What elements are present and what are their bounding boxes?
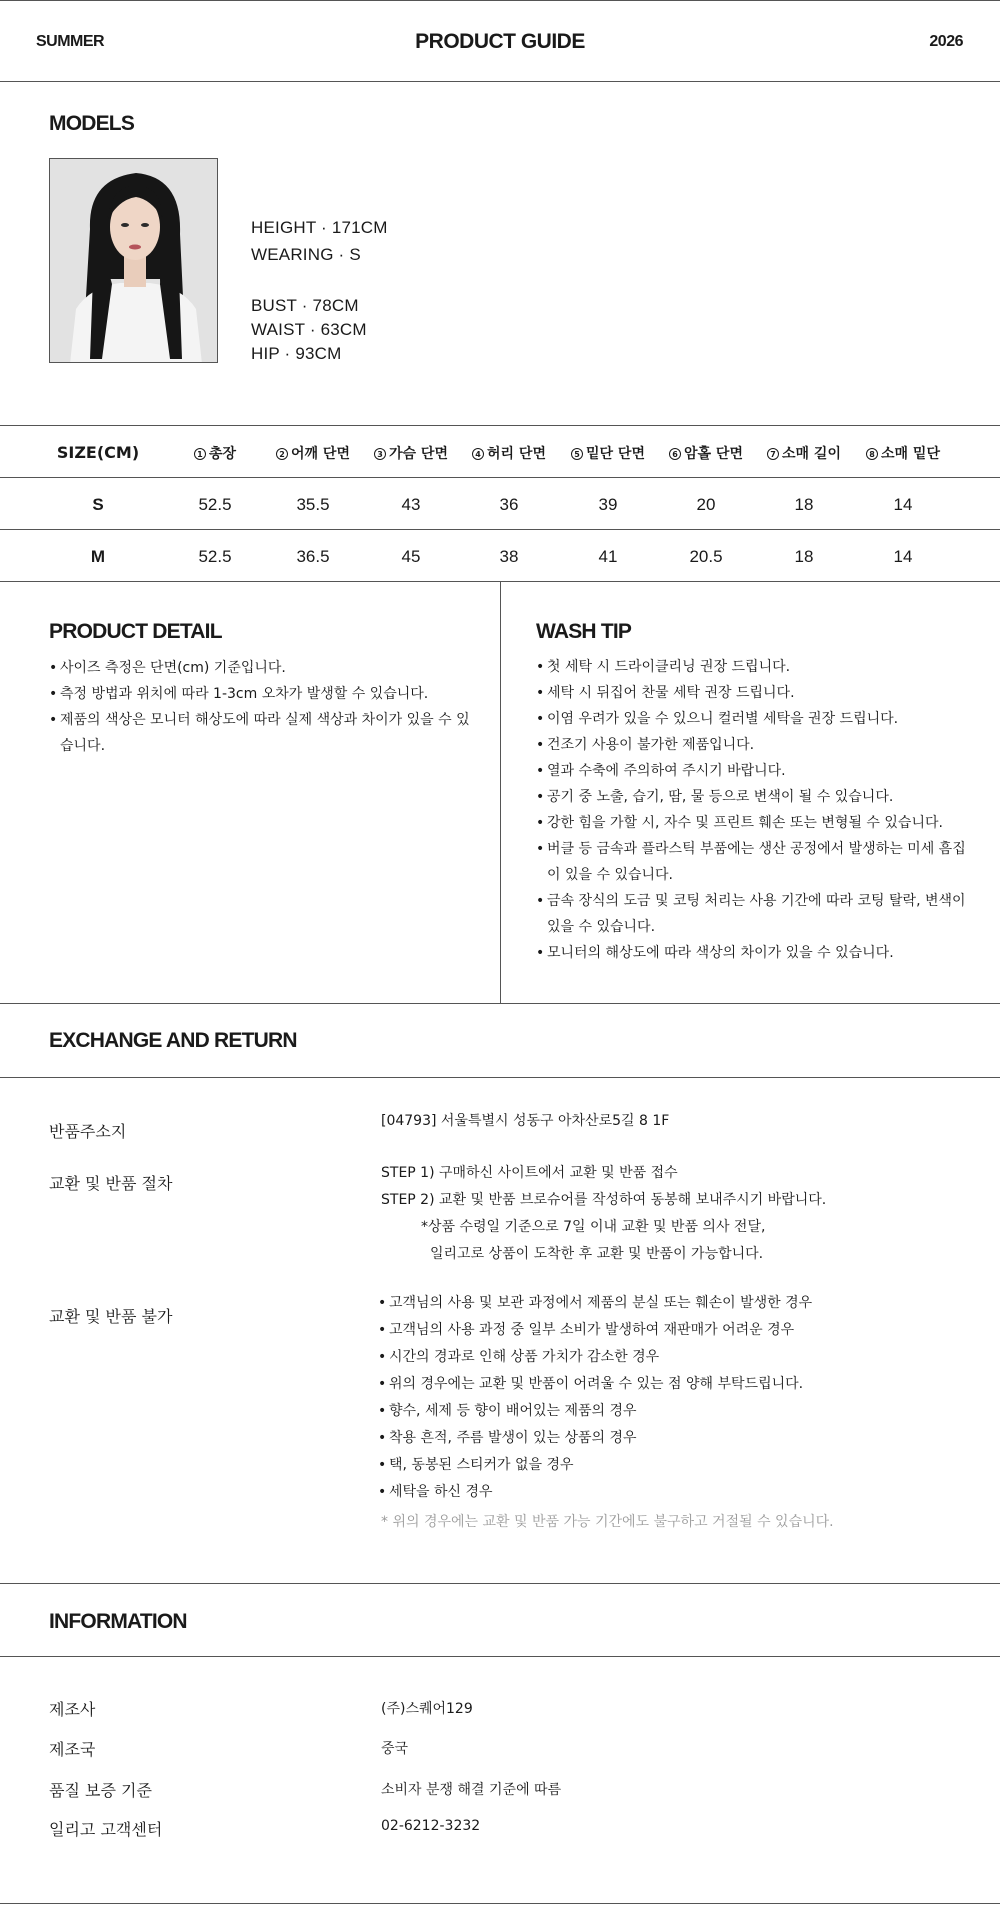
size-row-label: S: [92, 495, 104, 514]
wash-tip-item: • 버클 등 금속과 플라스틱 부품에는 생산 공정에서 발생하는 미세 흠집이 있을 수 있습니다.: [536, 836, 976, 888]
info-label-manufacturer: 제조사: [49, 1700, 96, 1719]
page-title: PRODUCT GUIDE: [415, 30, 585, 53]
measure-number-badge: 6: [669, 448, 681, 460]
size-header-col-4: [454, 443, 564, 463]
procedure-step2: STEP 2) 교환 및 반품 브로슈어를 작성하여 동봉해 보내주시기 바랍니다.: [381, 1192, 827, 1208]
procedure-note-line2: 일리고로 상품이 도착한 후 교환 및 반품이 가능합니다.: [430, 1246, 764, 1262]
models-title: MODELS: [49, 112, 135, 135]
size-header-col-3: [356, 443, 466, 463]
procedure-label: 교환 및 반품 절차: [49, 1174, 173, 1193]
detail-wash-divider: [500, 581, 501, 1003]
size-table-header-divider: [0, 477, 1000, 478]
impossible-item: • 시간의 경과로 인해 상품 가치가 감소한 경우: [378, 1344, 978, 1371]
size-table-cell: 45: [401, 547, 421, 566]
size-table-cell: 38: [499, 547, 519, 566]
impossible-note: * 위의 경우에는 교환 및 반품 가능 기간에도 불구하고 거절될 수 있습니다.: [381, 1514, 834, 1530]
measure-number-badge: 3: [374, 448, 386, 460]
size-table-cell: 36: [499, 495, 519, 514]
size-header-col-7: [749, 443, 859, 463]
model-bust: BUST · 78CM: [251, 296, 359, 315]
information-title: INFORMATION: [49, 1610, 187, 1633]
size-table-cell: 35.5: [296, 495, 330, 514]
size-header-text: 소매 밑단: [881, 446, 940, 462]
wash-tip-item: • 모니터의 해상도에 따라 색상의 차이가 있을 수 있습니다.: [536, 940, 976, 966]
size-header-label: [43, 443, 153, 462]
size-table-row-divider: [0, 529, 1000, 530]
size-header-text: 총장: [208, 446, 237, 462]
wash-tip-item: • 첫 세탁 시 드라이클리닝 권장 드립니다.: [536, 654, 976, 680]
product-detail-item: • 사이즈 측정은 단면(cm) 기준입니다.: [49, 655, 479, 681]
impossible-item: • 택, 동봉된 스티커가 없을 경우: [378, 1452, 978, 1479]
wash-tip-item: • 세탁 시 뒤집어 찬물 세탁 권장 드립니다.: [536, 680, 976, 706]
size-table-cell: 43: [401, 495, 421, 514]
detail-section-bottom-border: [0, 1003, 1000, 1004]
header-divider: [0, 81, 1000, 82]
size-table-cell: 41: [598, 547, 618, 566]
size-header-text: SIZE(CM): [56, 443, 140, 462]
size-header-col-2: [258, 443, 368, 463]
exchange-bottom-border: [0, 1583, 1000, 1584]
wash-tip-list: [536, 654, 976, 966]
return-address-label: 반품주소지: [49, 1122, 127, 1141]
impossible-item: • 향수, 세제 등 향이 배어있는 제품의 경우: [378, 1398, 978, 1425]
size-header-text: 어깨 단면: [291, 446, 350, 462]
product-detail-item: • 측정 방법과 위치에 따라 1-3cm 오차가 발생할 수 있습니다.: [49, 681, 479, 707]
year-label: 2026: [929, 33, 963, 50]
wash-tip-item: • 공기 중 노출, 습기, 땀, 물 등으로 변색이 될 수 있습니다.: [536, 784, 976, 810]
size-header-text: 암홀 단면: [684, 446, 743, 462]
size-header-text: 소매 길이: [782, 446, 841, 462]
measure-number-badge: 8: [866, 448, 878, 460]
size-table-cell: 18: [794, 495, 814, 514]
product-detail-item: • 제품의 색상은 모니터 해상도에 따라 실제 색상과 차이가 있을 수 있습니다.: [49, 707, 479, 759]
size-table-top-border: [0, 425, 1000, 426]
model-portrait-icon: [50, 159, 218, 363]
info-value-manufacturer: (주)스퀘어129: [381, 1701, 473, 1717]
info-label-quality: 품질 보증 기준: [49, 1781, 152, 1800]
impossible-list: [378, 1290, 978, 1506]
bottom-border: [0, 1903, 1000, 1904]
model-height: HEIGHT · 171CM: [251, 218, 388, 237]
model-waist: WAIST · 63CM: [251, 320, 367, 339]
size-row-label: M: [90, 547, 106, 566]
size-table-cell: 14: [893, 547, 913, 566]
product-detail-list: [49, 655, 479, 759]
impossible-item: • 세탁을 하신 경우: [378, 1479, 978, 1506]
impossible-label: 교환 및 반품 불가: [49, 1307, 173, 1326]
size-table-cell: 20: [696, 495, 716, 514]
info-label-country: 제조국: [49, 1740, 96, 1759]
procedure-step1: STEP 1) 구매하신 사이트에서 교환 및 반품 접수: [381, 1165, 678, 1181]
exchange-title-divider: [0, 1077, 1000, 1078]
impossible-item: • 위의 경우에는 교환 및 반품이 어려울 수 있는 점 양해 부탁드립니다.: [378, 1371, 978, 1398]
wash-tip-item: • 강한 힘을 가할 시, 자수 및 프린트 훼손 또는 변형될 수 있습니다.: [536, 810, 976, 836]
measure-number-badge: 1: [194, 448, 206, 460]
size-table-cell: 14: [893, 495, 913, 514]
wash-tip-item: • 이염 우려가 있을 수 있으니 컬러별 세탁을 권장 드립니다.: [536, 706, 976, 732]
size-header-text: 밑단 단면: [586, 446, 645, 462]
size-table-cell: 52.5: [198, 547, 232, 566]
wash-tip-title: WASH TIP: [536, 620, 632, 643]
impossible-item: • 착용 흔적, 주름 발생이 있는 상품의 경우: [378, 1425, 978, 1452]
info-label-cs-center: 일리고 고객센터: [49, 1820, 163, 1839]
size-header-col-1: [160, 443, 270, 463]
measure-number-badge: 2: [276, 448, 288, 460]
model-wearing: WEARING · S: [251, 245, 361, 264]
wash-tip-item: • 열과 수축에 주의하여 주시기 바랍니다.: [536, 758, 976, 784]
information-title-divider: [0, 1656, 1000, 1657]
size-header-col-6: [651, 443, 761, 463]
size-header-text: 가슴 단면: [389, 446, 448, 462]
model-hip: HIP · 93CM: [251, 344, 342, 363]
size-table-cell: 52.5: [198, 495, 232, 514]
wash-tip-item: • 금속 장식의 도금 및 코팅 처리는 사용 기간에 따라 코팅 탈락, 변색이 있을 수 있습니다.: [536, 888, 976, 940]
impossible-item: • 고객님의 사용 및 보관 과정에서 제품의 분실 또는 훼손이 발생한 경우: [378, 1290, 978, 1317]
info-value-cs-center: 02-6212-3232: [381, 1818, 481, 1834]
size-table-cell: 36.5: [296, 547, 330, 566]
top-border: [0, 0, 1000, 1]
season-label: SUMMER: [36, 33, 105, 50]
impossible-item: • 고객님의 사용 과정 중 일부 소비가 발생하여 재판매가 어려운 경우: [378, 1317, 978, 1344]
size-header-col-5: [553, 443, 663, 463]
size-table-cell: 18: [794, 547, 814, 566]
size-table-cell: 20.5: [689, 547, 723, 566]
measure-number-badge: 7: [767, 448, 779, 460]
info-value-country: 중국: [381, 1741, 409, 1757]
exchange-title: EXCHANGE AND RETURN: [49, 1029, 297, 1052]
wash-tip-item: • 건조기 사용이 불가한 제품입니다.: [536, 732, 976, 758]
size-table-cell: 39: [598, 495, 618, 514]
info-value-quality: 소비자 분쟁 해결 기준에 따름: [381, 1782, 562, 1798]
procedure-note-line1: *상품 수령일 기준으로 7일 이내 교환 및 반품 의사 전달,: [421, 1219, 766, 1235]
size-header-text: 허리 단면: [487, 446, 546, 462]
measure-number-badge: 5: [571, 448, 583, 460]
product-detail-title: PRODUCT DETAIL: [49, 620, 222, 643]
measure-number-badge: 4: [472, 448, 484, 460]
model-photo: [49, 158, 218, 363]
size-header-col-8: [848, 443, 958, 463]
return-address-value: [04793] 서울특별시 성동구 아차산로5길 8 1F: [381, 1113, 670, 1129]
